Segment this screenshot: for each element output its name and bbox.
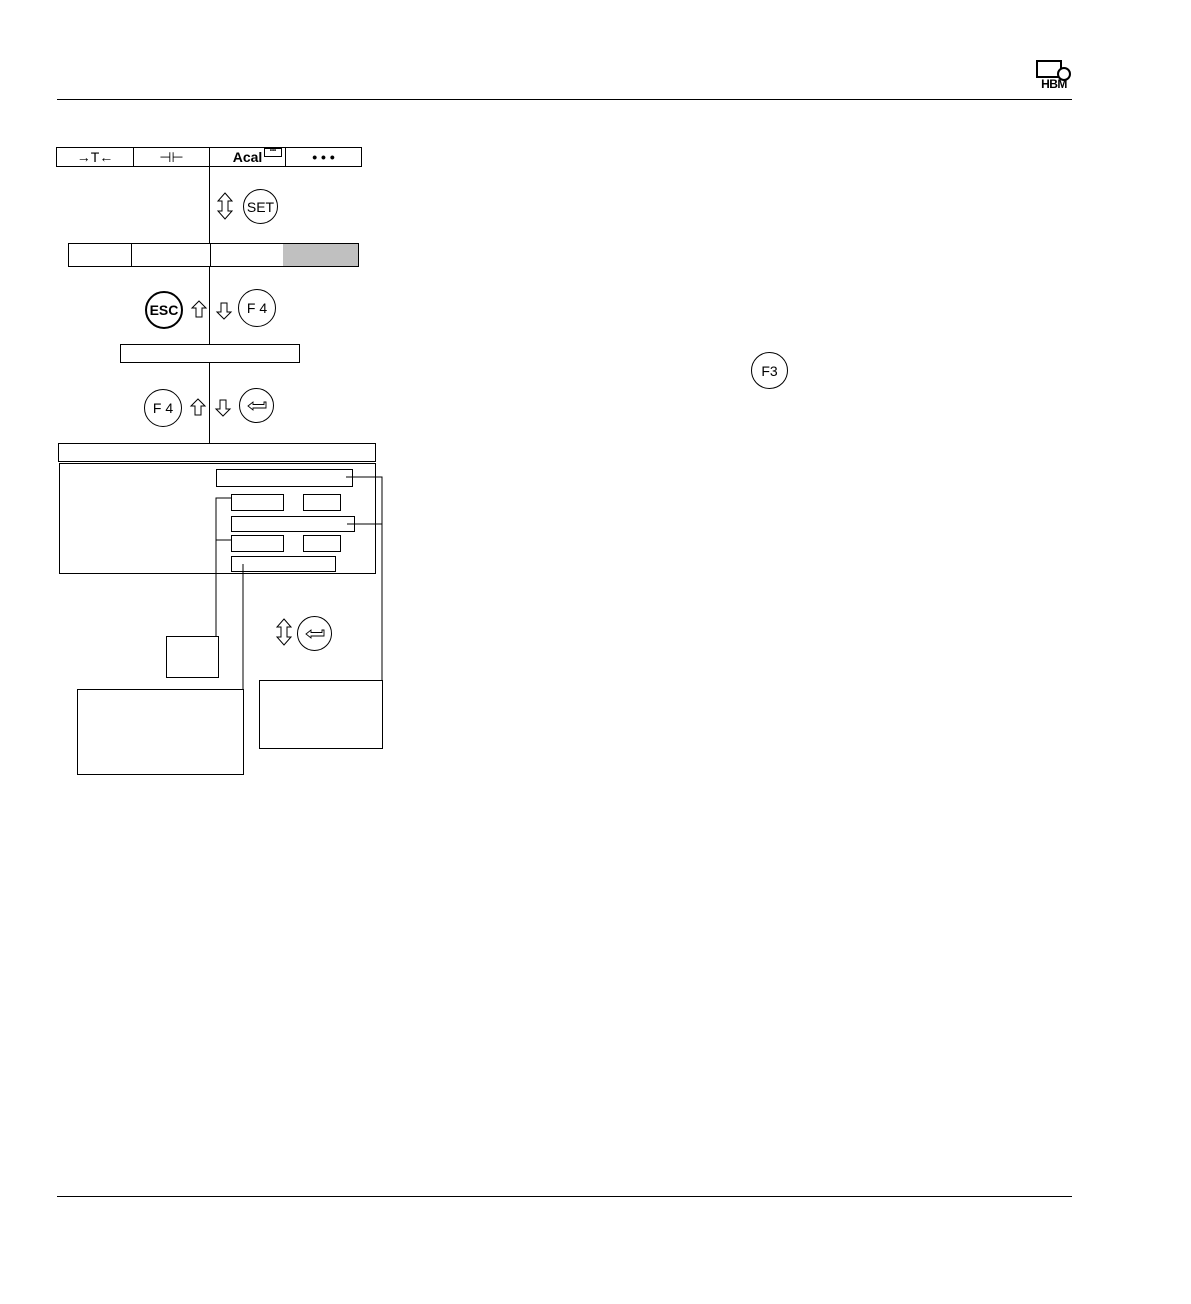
esc-key[interactable]: ESC <box>145 291 183 329</box>
set-key[interactable]: SET <box>243 189 278 224</box>
enter-key[interactable] <box>297 616 332 651</box>
tare-icon: →T← <box>76 149 114 165</box>
f3-key[interactable]: F3 <box>751 352 788 389</box>
callout-small <box>166 636 219 678</box>
callout-right <box>259 680 383 749</box>
logo-text: HBM <box>1041 77 1067 91</box>
enter-icon <box>305 629 325 639</box>
menu-badge-icon: ••• <box>264 148 282 157</box>
footer-rule <box>57 1196 1072 1197</box>
f4-key-secondary[interactable]: F 4 <box>144 389 182 427</box>
f4-key[interactable]: F 4 <box>238 289 276 327</box>
zero-balance-icon: ⊣⊢ <box>159 148 184 165</box>
callout-bottom-left <box>77 689 244 775</box>
more-icon: • • • <box>312 149 335 165</box>
up-down-arrow-icon <box>275 618 293 646</box>
autocal-label: Acal <box>232 149 263 165</box>
